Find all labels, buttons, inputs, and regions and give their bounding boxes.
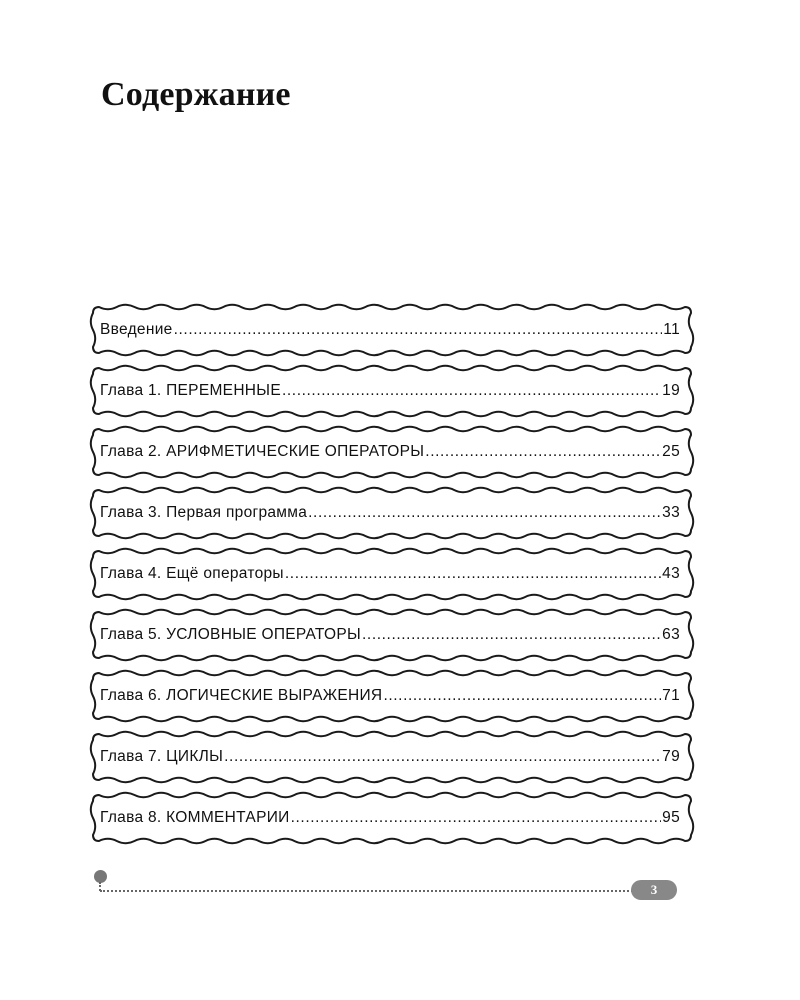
toc-entry-title: Глава 4. Ещё операторы bbox=[100, 565, 284, 582]
toc-entry-title: Глава 6. ЛОГИЧЕСКИЕ ВЫРАЖЕНИЯ bbox=[100, 687, 383, 704]
page-footer bbox=[90, 868, 680, 908]
dot-leader bbox=[383, 687, 661, 705]
table-of-contents bbox=[90, 304, 694, 853]
dot-leader bbox=[224, 748, 661, 766]
dot-leader bbox=[425, 443, 661, 461]
toc-entry-page: 79 bbox=[662, 748, 680, 765]
toc-entry-page: 43 bbox=[662, 565, 680, 582]
toc-entry-title: Глава 7. ЦИКЛЫ bbox=[100, 748, 224, 765]
toc-entry-title: Глава 5. УСЛОВНЫЕ ОПЕРАТОРЫ bbox=[100, 626, 362, 643]
toc-entry[interactable] bbox=[90, 365, 694, 417]
toc-entry-page: 63 bbox=[662, 626, 680, 643]
dot-leader bbox=[285, 565, 661, 583]
toc-entry-page: 33 bbox=[662, 504, 680, 521]
toc-entry-page: 11 bbox=[663, 321, 680, 338]
toc-entry-page: 25 bbox=[662, 443, 680, 460]
toc-entry[interactable] bbox=[90, 487, 694, 539]
toc-entry-page: 71 bbox=[662, 687, 680, 704]
dot-leader bbox=[282, 382, 661, 400]
toc-entry[interactable] bbox=[90, 548, 694, 600]
dot-leader bbox=[362, 626, 661, 644]
toc-entry-title: Глава 1. ПЕРЕМЕННЫЕ bbox=[100, 382, 281, 399]
dot-leader bbox=[291, 809, 662, 827]
toc-entry-title: Глава 8. КОММЕНТАРИИ bbox=[100, 809, 290, 826]
toc-entry[interactable] bbox=[90, 609, 694, 661]
toc-entry[interactable] bbox=[90, 670, 694, 722]
toc-entry-title: Введение bbox=[100, 321, 173, 338]
toc-entry[interactable] bbox=[90, 426, 694, 478]
page-number: 3 bbox=[631, 880, 677, 900]
dot-leader bbox=[308, 504, 661, 522]
page-title: Содержание bbox=[101, 76, 291, 113]
toc-entry[interactable] bbox=[90, 731, 694, 783]
toc-entry-title: Глава 3. Первая программа bbox=[100, 504, 308, 521]
footer-dotted-line bbox=[100, 890, 640, 892]
toc-entry-page: 19 bbox=[662, 382, 680, 399]
toc-entry[interactable] bbox=[90, 304, 694, 356]
toc-entry-title: Глава 2. АРИФМЕТИЧЕСКИЕ ОПЕРАТОРЫ bbox=[100, 443, 425, 460]
toc-entry-page: 95 bbox=[662, 809, 680, 826]
toc-entry[interactable] bbox=[90, 792, 694, 844]
dot-leader bbox=[174, 321, 663, 339]
